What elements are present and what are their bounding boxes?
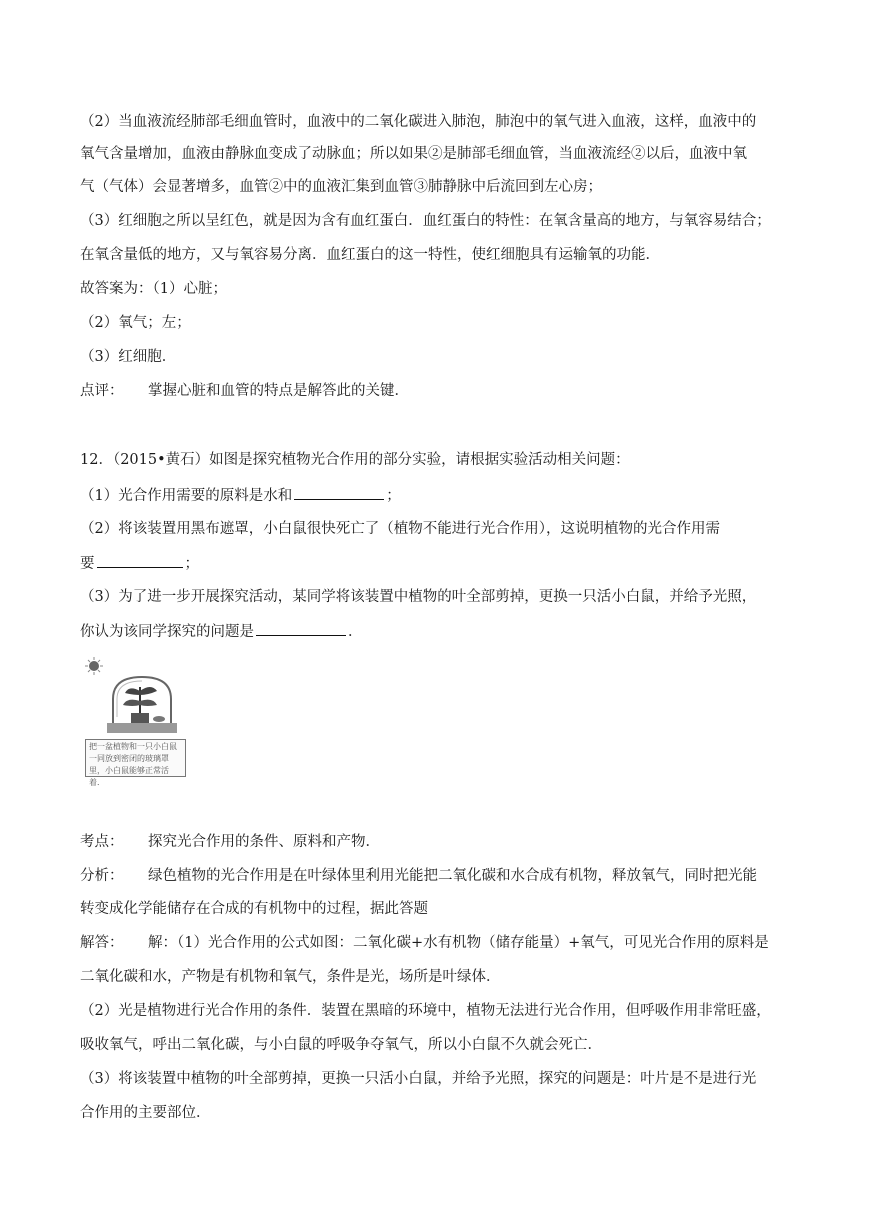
answer-blank	[97, 553, 183, 568]
analysis-line	[80, 866, 757, 886]
question-text: 要	[80, 556, 95, 572]
answer-blank	[294, 485, 384, 500]
comment-line	[80, 381, 409, 401]
answer-blank	[256, 621, 346, 636]
question-part-2: （2）将该装置用黑布遮罩，小白鼠很快死亡了（植物不能进行光合作用），这说明植物的光合作用需	[80, 521, 720, 537]
solution-part-2: （2）光是植物进行光合作用的条件．装置在黑暗的环境中，植物无法进行光合作用，但呼吸作用非常旺盛，	[80, 1003, 771, 1019]
answer-line: 故答案为：（1）心脏；	[80, 281, 227, 297]
solution-line	[80, 933, 769, 953]
knowledge-point-label: 考点：	[80, 834, 124, 850]
question-text: 你认为该同学探究的问题是	[80, 624, 254, 640]
question-part-3: （3）为了进一步开展探究活动，某同学将该装置中植物的叶全部剪掉，更换一只活小白鼠，并给予光照，	[80, 589, 757, 605]
analysis-label: 分析：	[80, 868, 124, 884]
solution-text: 解：（1）光合作用的公式如图：二氧化碳+水有机物（储存能量）+氧气，可见光合作用的原料是	[148, 935, 769, 951]
text-line: 气（气体）会显著增多，血管②中的血液汇集到血管③肺静脉中后流回到左心房；	[80, 179, 602, 195]
question-text: （1）光合作用需要的原料是水和	[80, 488, 293, 504]
solution-label: 解答：	[80, 935, 124, 951]
experiment-figure	[85, 657, 188, 787]
question-text: ．	[348, 624, 363, 640]
answer-line: （2）氧气；左；	[80, 315, 191, 331]
question-text: ；	[184, 556, 199, 572]
text-line: 氧气含量增加，血液由静脉血变成了动脉血；所以如果②是肺部毛细血管，当血液流经②以后，血液中氧	[80, 146, 747, 162]
figure-caption: 把一盆植物和一只小白鼠一同放到密闭的玻璃罩里，小白鼠能够正常活着．	[85, 739, 186, 777]
text-line: （2）当血液流经肺部毛细血管时，血液中的二氧化碳进入肺泡，肺泡中的氧气进入血液，这样，血液中的	[80, 114, 757, 130]
solution-part-3-cont: 合作用的主要部位．	[80, 1105, 211, 1121]
question-title: 12．（2015•黄石）如图是探究植物光合作用的部分实验，请根据实验活动相关问题：	[80, 452, 630, 468]
question-part-1	[80, 485, 401, 506]
solution-line-cont: 二氧化碳和水，产物是有机物和氧气，条件是光，场所是叶绿体．	[80, 969, 501, 985]
sun-icon	[85, 657, 103, 675]
analysis-text: 绿色植物的光合作用是在叶绿体里利用光能把二氧化碳和水合成有机物，释放氧气，同时把光能	[148, 868, 757, 884]
bell-jar-plant-icon	[85, 657, 188, 741]
question-text: ；	[386, 488, 401, 504]
comment-text: 掌握心脏和血管的特点是解答此的关键．	[148, 383, 409, 399]
comment-label: 点评：	[80, 383, 124, 399]
solution-part-2-cont: 吸收氧气，呼出二氧化碳，与小白鼠的呼吸争夺氧气，所以小白鼠不久就会死亡．	[80, 1037, 602, 1053]
question-part-2-cont	[80, 553, 199, 574]
question-part-3-cont	[80, 621, 363, 642]
answer-line: （3）红细胞．	[80, 349, 177, 365]
knowledge-point-text: 探究光合作用的条件、原料和产物．	[148, 834, 380, 850]
knowledge-point-line	[80, 832, 380, 852]
solution-part-3: （3）将该装置中植物的叶全部剪掉，更换一只活小白鼠，并给予光照，探究的问题是：叶片是不是进行光	[80, 1071, 757, 1087]
text-line: 在氧含量低的地方，又与氧容易分离．血红蛋白的这一特性，使红细胞具有运输氧的功能．	[80, 247, 660, 263]
text-line: （3）红细胞之所以呈红色，就是因为含有血红蛋白．血红蛋白的特性：在氧含量高的地方，与氧容易结合；	[80, 213, 771, 229]
analysis-line-cont: 转变成化学能储存在合成的有机物中的过程，据此答题	[80, 901, 428, 917]
